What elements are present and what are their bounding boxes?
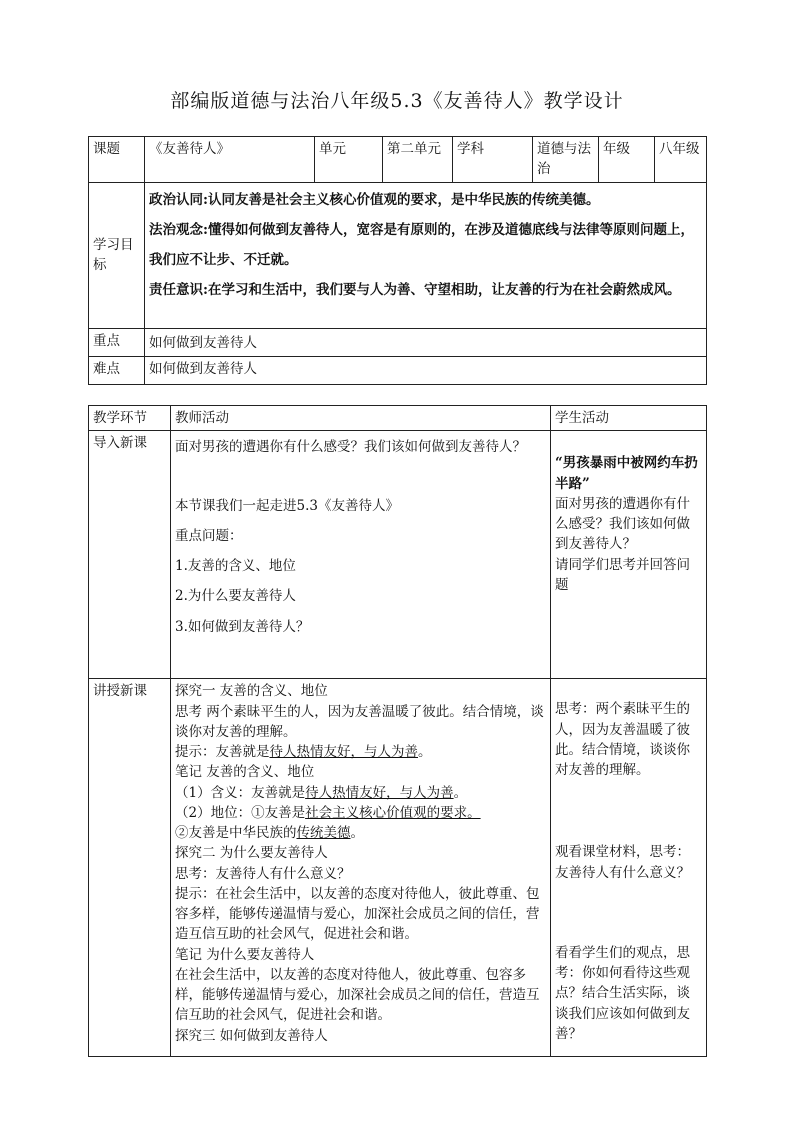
intro-question: 面对男孩的遭遇你有什么感受？我们该如何做到友善待人？: [175, 439, 526, 456]
lecture-stage: 讲授新课: [89, 679, 171, 1057]
goal-item: 政治认同:认同友善是社会主义核心价值观的要求，是中华民族的传统美德。: [149, 191, 600, 208]
topic-value: 《友善待人》: [145, 137, 315, 183]
lecture-student-1: 思考：两个素昧平生的人，因为友善温暖了彼此。结合情境，谈谈你对友善的理解。: [555, 701, 690, 778]
subject-label: 学科: [453, 137, 533, 183]
explore-1-question: 思考 两个素昧平生的人，因为友善温暖了彼此。结合情境，谈谈你对友善的理解。: [175, 703, 544, 740]
intro-lesson-line: 本节课我们一起走进5.3《友善待人》: [175, 497, 399, 514]
lecture-student: [551, 679, 707, 1057]
explore-2-question: 思考：友善待人有什么意义？: [175, 865, 351, 882]
key-value: 如何做到友善待人: [145, 328, 707, 356]
goal-item: 法治观念:懂得如何做到友善待人，宽容是有原则的，在涉及道德底线与法律等原则问题上，我们应不让步、不迁就。: [149, 221, 694, 268]
explore-3-title: 探究三 如何做到友善待人: [175, 1027, 328, 1044]
grade-value: 八年级: [655, 137, 707, 183]
diff-value: 如何做到友善待人: [145, 356, 707, 384]
explore-2-hint: 提示：在社会生活中，以友善的态度对待他人，彼此尊重、包容多样，能够传递温情与爱心，加深社会成员之间的信任，营造互信互助的社会风气，促进社会和谐。: [175, 885, 540, 943]
lecture-teacher: [171, 679, 551, 1057]
intro-student-question: 面对男孩的遭遇你有什么感受？我们该如何做到友善待人？: [555, 495, 690, 553]
col-student-header: 学生活动: [551, 406, 707, 431]
notes-1-meaning: （1）含义：友善就是待人热情友好，与人为善。: [175, 784, 468, 801]
lecture-student-2: 观看课堂材料，思考：友善待人有什么意义？: [555, 844, 690, 881]
intro-q2: 2.为什么要友善待人: [175, 588, 296, 605]
diff-label: 难点: [89, 356, 145, 384]
notes-2-title: 笔记 为什么要友善待人: [175, 946, 315, 963]
explore-1-title: 探究一 友善的含义、地位: [175, 683, 328, 700]
intro-q3: 3.如何做到友善待人？: [175, 618, 310, 635]
intro-stage: 导入新课: [89, 431, 171, 679]
key-label: 重点: [89, 328, 145, 356]
intro-news-title: “男孩暴雨中被网约车扔半路”: [555, 455, 698, 492]
topic-label: 课题: [89, 137, 145, 183]
intro-student: [551, 431, 707, 679]
notes-2-body: 在社会生活中，以友善的态度对待他人，彼此尊重、包容多样，能够传递温情与爱心，加深社会成员之间的信任，营造互信互助的社会风气，促进社会和谐。: [175, 966, 540, 1024]
goals-label: 学习目标: [89, 182, 145, 328]
unit-value: 第二单元: [383, 137, 453, 183]
notes-1-status-2: ②友善是中华民族的传统美德。: [175, 825, 364, 841]
page-title: 部编版道德与法治八年级5.3《友善待人》教学设计: [170, 90, 624, 112]
info-table: [88, 136, 707, 385]
goal-item: 责任意识:在学习和生活中，我们要与人为善、守望相助，让友善的行为在社会蔚然成风。: [149, 281, 681, 298]
intro-q1: 1.友善的含义、地位: [175, 558, 296, 574]
explore-2-title: 探究二 为什么要友善待人: [175, 845, 328, 862]
intro-key-questions: 重点问题：: [175, 527, 243, 544]
plan-table: [88, 405, 707, 1057]
grade-label: 年级: [599, 137, 655, 183]
lecture-student-3: 看看学生们的观点，思考：你如何看待这些观点？结合生活实际，谈谈我们应该如何做到友善？: [555, 944, 690, 1042]
notes-1-status: （2）地位：①友善是社会主义核心价值观的要求。: [175, 804, 481, 821]
goals-cell: [145, 182, 707, 328]
intro-teacher: [171, 431, 551, 679]
subject-value: 道德与法治: [533, 137, 599, 183]
intro-student-task: 请同学们思考并回答问题: [555, 556, 690, 593]
notes-1-title: 笔记 友善的含义、地位: [175, 764, 315, 781]
col-stage-header: 教学环节: [89, 406, 171, 431]
unit-label: 单元: [315, 137, 383, 183]
col-teacher-header: 教师活动: [171, 406, 551, 431]
explore-1-hint: 提示：友善就是待人热情友好，与人为善。: [175, 744, 432, 760]
